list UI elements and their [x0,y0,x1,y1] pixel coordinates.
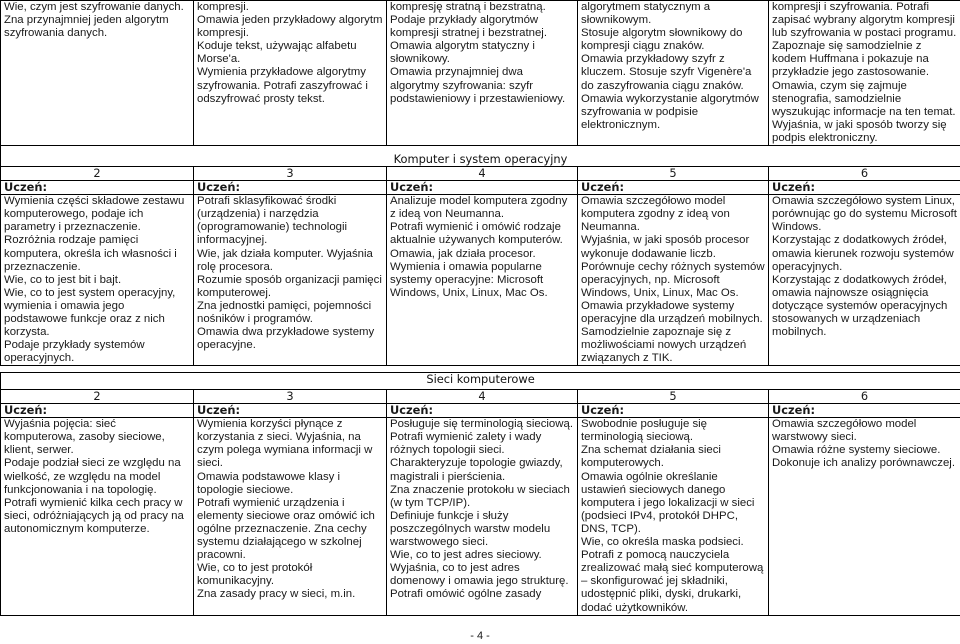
requirement-cell: Omawia szczegółowo system Linux, porównując go do systemu Microsoft Windows. Korzystając z dodatkowych źródeł, omawia kierunek rozwoju systemów operacyjnych. Korzystając z dodatkowych źródeł, omawia najnowsze osiągnięcia dotyczące systemów operacyjnych stosowanych w urządzeniach mobilnych. [769,195,960,366]
top-cell-level-4: kompresję stratną i bezstratną. Podaje przykłady algorytmów kompresji stratnej i bezstratnej. Omawia algorytm statyczny i słownikowy. Omawia przynajmniej dwa algorytmy szyfrowania: szyfr podstawieniowy i przestawieniowy. [387,1,578,146]
student-label: Uczeń: [769,404,960,418]
student-label: Uczeń: [578,181,769,195]
section-title: Komputer i system operacyjny [1,146,960,167]
student-label: Uczeń: [387,404,578,418]
page-number: - 4 - [470,630,490,642]
student-label: Uczeń: [1,404,194,418]
requirement-cell: Wymienia części składowe zestawu komputerowego, podaje ich parametry i przeznaczenie. Rozróżnia rodzaje pamięci komputera, określa ich własności i przeznaczenie. Wie, co to jest bit i bajt. Wie, co to jest system operacyjny, wymienia i omawia jego podstawowe funkcje oraz z nich korzysta. Podaje przykłady systemów operacyjnych. [1,195,194,366]
grade-level: 3 [194,167,387,181]
grade-level: 4 [387,167,578,181]
grade-level: 3 [194,390,387,404]
grade-level: 4 [387,390,578,404]
requirement-cell: Potrafi sklasyfikować środki (urządzenia) i narzędzia (oprogramowanie) technologii informacyjnej. Wie, jak działa komputer. Wyjaśnia rolę procesora. Rozumie sposób organizacji pamięci komputerowej. Zna jednostki pamięci, pojemności nośników i programów. Omawia dwa przykładowe systemy operacyjne. [194,195,387,366]
top-requirements-table [0,0,960,146]
grade-level: 6 [769,167,960,181]
requirement-cell: Posługuje się terminologią sieciową. Potrafi wymienić zalety i wady różnych topologii sieci. Charakteryzuje topologie gwiazdy, magistrali i pierścienia. Zna znaczenie protokołu w sieciach (w tym TCP/IP). Definiuje funkcje i służy poszczególnych warstw modelu warstwowego sieci. Wie, co to jest adres sieciowy. Wyjaśnia, co to jest adres domenowy i omawia jego strukturę. Potrafi omówić ogólne zasady [387,418,578,615]
requirement-cell: Wyjaśnia pojęcia: sieć komputerowa, zasoby sieciowe, klient, serwer. Podaje podział sieci ze względu na wielkość, ze względu na model funkcjonowania i na topologię. Potrafi wymienić kilka cech pracy w sieci, odróżniających ją od pracy na autonomicznym komputerze. [1,418,194,615]
top-cell-level-5: algorytmem statycznym a słownikowym. Stosuje algorytm słownikowy do kompresji ciągu znaków. Omawia przykładowy szyfr z kluczem. Stosuje szyfr Vigenère'a do zaszyfrowania ciągu znaków. Omawia wykorzystanie algorytmów szyfrowania w podpisie elektronicznym. [578,1,769,146]
student-label: Uczeń: [387,181,578,195]
requirement-cell: Swobodnie posługuje się terminologią sieciową. Zna schemat działania sieci komputerowych. Omawia ogólnie określanie ustawień sieciowych danego komputera i jego lokalizacji w sieci (podsieci IPv4, protokół DHPC, DNS, TCP). Wie, co określa maska podsieci. Potrafi z pomocą nauczyciela zrealizować małą sieć komputerową – skonfigurować jej składniki, udostępnić pliki, dyski, drukarki, dodać użytkowników. [578,418,769,615]
section-title: Sieci komputerowe [1,373,960,390]
requirement-cell: Analizuje model komputera zgodny z ideą von Neumanna. Potrafi wymienić i omówić rodzaje aktualnie używanych komputerów. Omawia, jak działa procesor. Wymienia i omawia popularne systemy operacyjne: Microsoft Windows, Unix, Linux, Mac Os. [387,195,578,366]
requirement-cell: Omawia szczegółowo model komputera zgodny z ideą von Neumanna. Wyjaśnia, w jaki sposób procesor wykonuje dodawanie liczb. Porównuje cechy różnych systemów operacyjnych, np. Microsoft Windows, Unix, Linux, Mac Os. Omawia przykładowe systemy operacyjne dla urządzeń mobilnych. Samodzielnie zapoznaje się z możliwościami nowych urządzeń związanych z TIK. [578,195,769,366]
student-label: Uczeń: [194,404,387,418]
top-requirements-row [1,1,960,146]
grade-level: 2 [1,390,194,404]
requirement-cell: Wymienia korzyści płynące z korzystania z sieci. Wyjaśnia, na czym polega wymiana informacji w sieci. Omawia podstawowe klasy i topologie sieciowe. Potrafi wymienić urządzenia i elementy sieciowe oraz omówić ich ogólne przeznaczenie. Zna cechy systemu działającego w szkolnej pracowni. Wie, co to jest protokół komunikacyjny. Zna zasady pracy w sieci, m.in. [194,418,387,615]
top-cell-level-6: kompresji i szyfrowania. Potrafi zapisać wybrany algorytm kompresji lub szyfrowania w postaci programu. Zapoznaje się samodzielnie z kodem Huffmana i pokazuje na przykładzie jego zastosowanie. Omawia, czym się zajmuje stenografia, samodzielnie wyszukując informacje na ten temat. Wyjaśnia, w jaki sposób tworzy się podpis elektroniczny. [769,1,960,146]
grade-level: 6 [769,390,960,404]
grade-level: 2 [1,167,194,181]
top-cell-level-3: kompresji. Omawia jeden przykładowy algorytm kompresji. Koduje tekst, używając alfabetu Morse'a. Wymienia przykładowe algorytmy szyfrowania. Potrafi zaszyfrować i odszyfrować prosty tekst. [194,1,387,146]
student-label: Uczeń: [769,181,960,195]
grade-level: 5 [578,390,769,404]
section-table-networks [0,372,960,616]
student-label: Uczeń: [578,404,769,418]
student-label: Uczeń: [1,181,194,195]
section-table-computer [0,145,960,366]
student-label: Uczeń: [194,181,387,195]
requirement-cell: Omawia szczegółowo model warstwowy sieci. Omawia różne systemy sieciowe. Dokonuje ich analizy porównawczej. [769,418,960,615]
top-cell-level-2: Wie, czym jest szyfrowanie danych. Zna przynajmniej jeden algorytm szyfrowania danych. [1,1,194,146]
grade-level: 5 [578,167,769,181]
